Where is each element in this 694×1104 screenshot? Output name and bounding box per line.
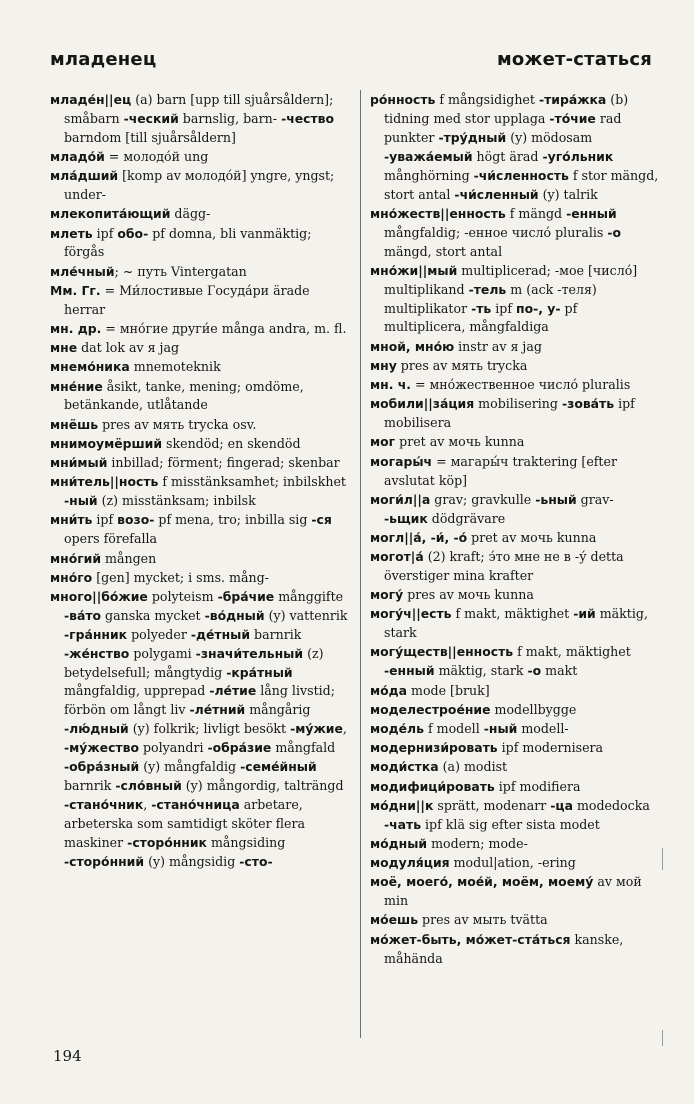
headword: мо́жет-быть, мо́жет-ста́ться <box>370 931 571 947</box>
left-column <box>50 91 348 872</box>
dictionary-entry: могу́ pres av мочь kunna <box>370 587 534 603</box>
headword: -ьный <box>535 491 577 507</box>
dictionary-entry: мни́мый inbillad; förment; fingerad; skenbar <box>50 455 340 471</box>
headword: модернизи́ровать <box>370 740 498 756</box>
dictionary-entry: млеть ipf обо- pf domna, bli vanmäktig; förgås <box>50 225 312 260</box>
dictionary-entry: мнемо́ника mnemoteknik <box>50 359 221 375</box>
dictionary-entry: мнёшь pres av мять trycka osv. <box>50 416 257 432</box>
headword: мни́тель||ность <box>50 474 159 490</box>
headword: мо́ешь <box>370 912 419 928</box>
headword: -тель <box>468 281 507 297</box>
headword: мнимоумёрший <box>50 435 163 451</box>
headword: -ва́то <box>64 607 102 623</box>
headword: мла́дший <box>50 168 119 184</box>
headword: -уго́льник <box>542 148 614 164</box>
dictionary-entry: модуля́ция modul|ation, -ering <box>370 855 576 871</box>
headword: мнемо́ника <box>50 359 130 375</box>
headword: -бра́чие <box>217 588 275 604</box>
headword: -тира́жка <box>538 92 607 107</box>
dictionary-entry: мну pres av мять trycka <box>370 357 528 373</box>
dictionary-entry: модифици́ровать ipf modifiera <box>370 778 581 794</box>
dictionary-entry: мне́ние åsikt, tanke, mening; omdöme, betänkande, utlåtande <box>50 378 304 413</box>
dictionary-entry: моди́стка (a) modist <box>370 759 508 775</box>
headword: -сло́вный <box>115 777 182 793</box>
headword: -кра́тный <box>226 664 293 680</box>
headword: -ле́тний <box>189 702 246 718</box>
headword: -ьщик <box>384 510 428 526</box>
headword: мн. ч. <box>370 377 411 393</box>
headword: -сто- <box>239 853 273 869</box>
headword: -то́чие <box>549 110 596 126</box>
dictionary-entry: мне dat lok av я jag <box>50 340 180 356</box>
headword: -чи́сленность <box>473 167 569 183</box>
headword: мно́го <box>50 569 93 585</box>
headword: мной, мно́ю <box>370 338 455 354</box>
headword: мобили||за́ция <box>370 396 475 412</box>
headword: -де́тный <box>190 626 251 642</box>
headword: -обра́зный <box>64 759 140 775</box>
headword: ро́нность <box>370 92 436 107</box>
dictionary-entry: модернизи́ровать ipf modernisera <box>370 740 604 756</box>
dictionary-entry: мог pret av мочь kunna <box>370 434 525 450</box>
headword: мнёшь <box>50 416 99 432</box>
dictionary-entry: мно́жеств||енность f mängd -енный mångfaldig; -енное число́ pluralis -о mängd, stort antal <box>370 205 622 259</box>
headword: могу́ч||есть <box>370 606 452 622</box>
dictionary-entry: мно́го [gen] mycket; i sms. mång- <box>50 569 269 585</box>
dictionary-entry: моделестрое́ние modellbygge <box>370 701 577 717</box>
headword: могл||а́, -и́, -о́ <box>370 529 468 545</box>
dictionary-entry: мн. ч. = мно́жественное число́ pluralis <box>370 377 631 393</box>
headword: -сторо́нний <box>64 853 145 869</box>
page-edge-mark <box>662 848 663 870</box>
dictionary-entry: могл||а́, -и́, -о́ pret av мочь kunna <box>370 529 597 545</box>
headword: мо́дный <box>370 835 428 851</box>
headword: -лю́дный <box>64 721 129 737</box>
headword: много||бо́жие <box>50 588 148 604</box>
headword: -ческий <box>123 110 179 126</box>
headword: моди́стка <box>370 759 439 775</box>
dictionary-entry: мле́чный; ~ путь Vintergatan <box>50 263 247 279</box>
headword: мно́жи||мый <box>370 262 458 278</box>
headword: возо- <box>117 512 155 528</box>
headword: -гра́нник <box>64 626 128 642</box>
headword: -ть <box>471 300 492 316</box>
headword: модифици́ровать <box>370 778 495 794</box>
column-divider <box>360 90 361 1038</box>
headword: -чество <box>281 110 334 126</box>
headword: могу́ <box>370 587 404 603</box>
dictionary-entry: могу́ч||есть f makt, mäktighet -ий mäktig, stark <box>370 606 648 641</box>
headword: мну <box>370 357 397 373</box>
dictionary-entry: мо́жет-быть, мо́жет-ста́ться kanske, måhända <box>370 931 624 966</box>
dictionary-entry: младо́й = молодо́й ung <box>50 149 209 165</box>
dictionary-entry: младе́н||ец (a) barn [upp till sjuårsåldern]; småbarn -ческий barnslig, barn- -чество barndom [till sjuårsåldern] <box>50 92 334 145</box>
dictionary-entry: млекопита́ющий dägg- <box>50 206 211 222</box>
headword: моги́л||а <box>370 491 431 507</box>
headword: могары́ч <box>370 453 433 469</box>
headword: моё, моего́, мое́й, моём, моему́ <box>370 874 594 890</box>
dictionary-entry: могары́ч = магары́ч traktering [efter avslutat köp] <box>370 453 617 488</box>
running-head-left: младенец <box>50 49 157 70</box>
dictionary-entry: моги́л||а grav; gravkulle -ьный grav- -ьщик dödgrävare <box>370 491 614 526</box>
headword: -обра́зие <box>207 740 272 756</box>
headword: -енный <box>566 205 617 221</box>
headword: -енный <box>384 663 435 679</box>
dictionary-entry: Мм. Гг. = Ми́лостивые Госуда́ри ärade herrar <box>50 282 310 317</box>
headword: мно́жеств||енность <box>370 205 506 221</box>
dictionary-entry: мо́ешь pres av мыть tvätta <box>370 912 548 928</box>
headword: мно́гий <box>50 550 102 566</box>
headword: мне́ние <box>50 378 103 394</box>
headword: моде́ль <box>370 720 424 736</box>
headword: -тру́дный <box>438 129 507 145</box>
headword: -ле́тие <box>209 683 257 699</box>
headword: мни́мый <box>50 455 108 471</box>
headword: -сторо́нник <box>127 834 207 850</box>
headword: млеть <box>50 225 93 241</box>
dictionary-entry: мо́дни||к sprätt, modenarr -ца modedocka -чать ipf klä sig efter sista modet <box>370 797 650 832</box>
headword: модуля́ция <box>370 855 450 871</box>
dictionary-entry: мобили||за́ция mobilisering -зова́ть ipf mobilisera <box>370 396 635 431</box>
headword: млекопита́ющий <box>50 206 171 222</box>
headword: младе́н||ец <box>50 92 132 107</box>
headword: -семе́йный <box>240 759 317 775</box>
headword: Мм. Гг. <box>50 282 101 298</box>
page-edge-mark <box>662 1030 663 1046</box>
dictionary-entry: много||бо́жие polyteism -бра́чие månggifte -ва́то ganska mycket -во́дный (y) vattenrik -гра́нник polyeder -де́тный barnrik -же́нство polygami -значи́тельный (z) betydelsefull; mångtydig -кра́тный mångfaldig, upprepad -ле́тие lång livstid; förbön om långt liv -ле́тний mångårig -лю́дный (y) folkrik; livligt besökt -му́жие, -му́жество polyandri -обра́зие mångfald -обра́зный (y) mångfaldig -семе́йный barnrik -сло́вный (y) mångordig, talträngd -стано́чник, -стано́чница arbetare, arbeterska som samtidigt sköter flera maskiner -сторо́нник mångsiding -сторо́нний (y) mångsidig -сто- <box>50 588 348 869</box>
dictionary-entry: могот|а́ (2) kraft; э́то мне не в -у́ detta överstiger mina krafter <box>370 549 624 583</box>
headword: мо́да <box>370 682 408 698</box>
headword: обо- <box>117 225 149 241</box>
dictionary-entry: моде́ль f modell -ный modell- <box>370 720 569 736</box>
headword: -во́дный <box>204 607 265 623</box>
headword: мне <box>50 340 78 356</box>
headword: -ся <box>311 512 332 528</box>
page-number: 194 <box>53 1047 82 1065</box>
headword: -ца <box>550 797 573 813</box>
headword: младо́й <box>50 149 105 165</box>
headword: -стано́чница <box>151 796 240 812</box>
dictionary-entry: мо́да mode [bruk] <box>370 682 490 698</box>
headword: мо́дни||к <box>370 797 434 813</box>
dictionary-entry: мно́гий mången <box>50 550 157 566</box>
dictionary-entry: мно́жи||мый multiplicerad; -мое [число́] multiplikand -тель m (ack -теля) multiplikator -ть ipf по-, у- pf multiplicera, mångfaldiga <box>370 262 638 335</box>
headword: -же́нство <box>64 645 130 661</box>
dictionary-entry: могу́ществ||енность f makt, mäktighet -енный mäktig, stark -о makt <box>370 644 631 679</box>
headword: могот|а́ <box>370 549 424 565</box>
right-column <box>370 91 660 969</box>
headword: могу́ществ||енность <box>370 644 514 660</box>
headword: -ный <box>64 493 98 509</box>
headword: мни́ть <box>50 512 93 528</box>
headword: моделестрое́ние <box>370 701 491 717</box>
headword: -уважа́емый <box>384 148 473 164</box>
dictionary-entry: мо́дный modern; mode- <box>370 835 528 851</box>
dictionary-entry: мнимоумёрший skendöd; en skendöd <box>50 435 301 451</box>
dictionary-entry: ро́нность f mångsidighet -тира́жка (b) tidning med stor upplaga -то́чие rad punkter -тру́дный (y) mödosam -уважа́емый högt ärad -уго́льник månghörning -чи́сленность f stor mängd, stort antal -чи́сленный (y) talrik <box>370 92 659 202</box>
dictionary-entry: мной, мно́ю instr av я jag <box>370 338 542 354</box>
headword: -о <box>607 224 622 240</box>
headword: -о <box>527 663 542 679</box>
running-head-right: может-статься <box>497 49 652 70</box>
headword: мн. др. <box>50 320 102 336</box>
headword: -ий <box>573 606 596 622</box>
dictionary-entry: мни́ть ipf возо- pf mena, tro; inbilla sig -ся opers förefalla <box>50 512 332 547</box>
headword: -му́жество <box>64 740 139 756</box>
headword: -чать <box>384 816 422 832</box>
headword: -зова́ть <box>561 396 615 412</box>
headword: -му́жие <box>290 721 343 737</box>
headword: -стано́чник <box>64 796 144 812</box>
dictionary-entry: мла́дший [komp av молодо́й] yngre, yngst; under- <box>50 168 335 203</box>
dictionary-entry: мни́тель||ность f misstänksamhet; inbilskhet -ный (z) misstänksam; inbilsk <box>50 474 346 509</box>
headword: -чи́сленный <box>454 186 539 202</box>
headword: -ный <box>483 720 518 736</box>
headword: мог <box>370 434 396 450</box>
headword: по-, у- <box>516 300 561 316</box>
headword: мле́чный <box>50 263 115 279</box>
headword: -значи́тельный <box>195 645 304 661</box>
dictionary-entry: мн. др. = мно́гие други́е många andra, m. fl. <box>50 320 347 336</box>
dictionary-entry: моё, моего́, мое́й, моём, моему́ av мой min <box>370 874 642 909</box>
